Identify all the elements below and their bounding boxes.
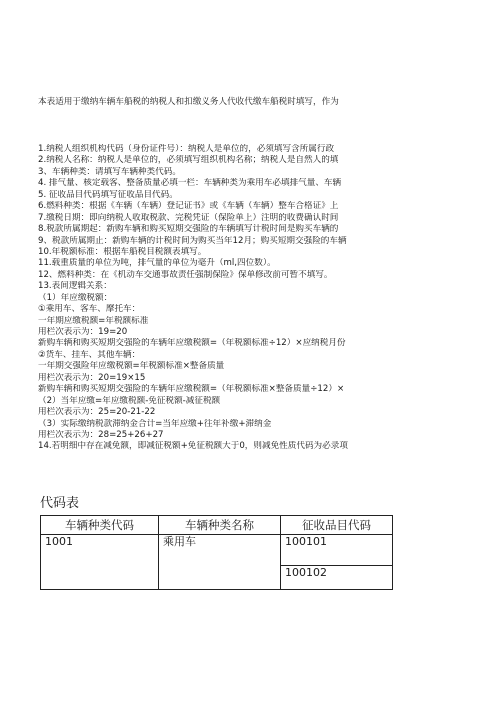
instruction-line: 新购车辆和购买短期交强险的车辆年应缴税额=（年税额标准×整备质量÷12）× [38,384,345,395]
table-row [41,535,393,566]
instruction-line: 1.纳税人组织机构代码（身份证件号）：纳税人是单位的，必须填写含所属行政 [38,144,335,154]
instruction-line: 4. 排气量、核定载客、整备质量必填一栏：车辆种类为乘用车必填排气量、车辆 [38,178,342,189]
header-levy-item-code: 征收品目代码 [281,516,393,535]
instruction-line: 用栏次表示为：19=20 [38,327,128,337]
instruction-line: ②货车、挂车、其他车辆： [38,349,141,360]
intro-text: 本表适用于缴纳车辆车船税的纳税人和扣缴义务人代收代缴车船税时填写，作为 [38,97,339,107]
code-table-title: 代码表 [40,496,80,511]
instruction-line: 6.燃料种类：根据《车辆（车辆）登记证书》或《车辆（车辆）整车合格证》上 [38,201,339,212]
instruction-line: 9、税款所属期止：新购车辆的计税时间为购买当年12月；购买短期交强险的车辆 [38,235,347,246]
vehicle-type-name-cell: 乘用车 [159,535,281,590]
instruction-line: 用栏次表示为：25=20-21-22 [38,407,156,418]
instruction-line: ①乘用车、客车、摩托车： [38,304,141,315]
header-vehicle-type-name: 车辆种类名称 [159,516,281,535]
instructions-list [38,144,390,453]
instruction-line: 10.年税额标准：根据车船税目税额表填写。 [38,246,207,257]
vehicle-type-code-cell: 1001 [41,535,159,590]
instruction-line: （3）实际缴纳税款滞纳金合计=当年应缴+往年补缴+滞纳金 [38,418,272,429]
code-table [40,515,393,590]
instruction-line: 用栏次表示为：20=19×15 [38,372,146,383]
instruction-line: 2.纳税人名称：纳税人是单位的，必须填写组织机构名称；纳税人是自然人的填 [38,155,339,166]
instruction-line: 12、燃料种类：在《机动车交通事故责任强制保险》保单修改前可暂不填写。 [38,269,333,280]
code-table-header-row [41,516,393,535]
instruction-line: 5. 征收品目代码填写征收品目代码。 [38,189,178,200]
levy-item-code-cell: 100102 [281,566,393,590]
levy-item-code-cell: 100101 [281,535,393,566]
instruction-line: 13.表间逻辑关系： [38,281,112,292]
instruction-line: （2）当年应缴=年应缴税额-免征税额-减征税额 [38,395,221,406]
instruction-line: 新购车辆和购买短期交强险的车辆年应缴税额=（年税额标准÷12）×应纳税月份 [38,338,346,349]
instruction-line: 用栏次表示为：28=25+26+27 [38,429,164,440]
instruction-line: 8.税款所属期起：新购车辆和购买短期交强险的车辆填写计税时间是购买车辆的 [38,224,339,235]
instruction-line: 3、车辆种类：请填写车辆种类代码。 [38,166,181,177]
instruction-line: 7.缴税日期：即向纳税人收取税款、完税凭证（保险单上）注明的收费确认时间 [38,212,339,223]
header-vehicle-type-code: 车辆种类代码 [41,516,159,535]
instruction-line: 14.若明细中存在减免额，即减征税额+免征税额大于0，则减免性质代码为必录项 [38,441,348,452]
instruction-line: 11.载重质量的单位为吨，排气量的单位为毫升（ml,四位数）。 [38,258,276,269]
instruction-line: 一年期交强险年应缴税额=年税额标准×整备质量 [38,361,225,372]
instruction-line: （1）年应缴税额： [38,292,113,303]
instruction-line: 一年期应缴税额=年税额标准 [38,315,149,326]
